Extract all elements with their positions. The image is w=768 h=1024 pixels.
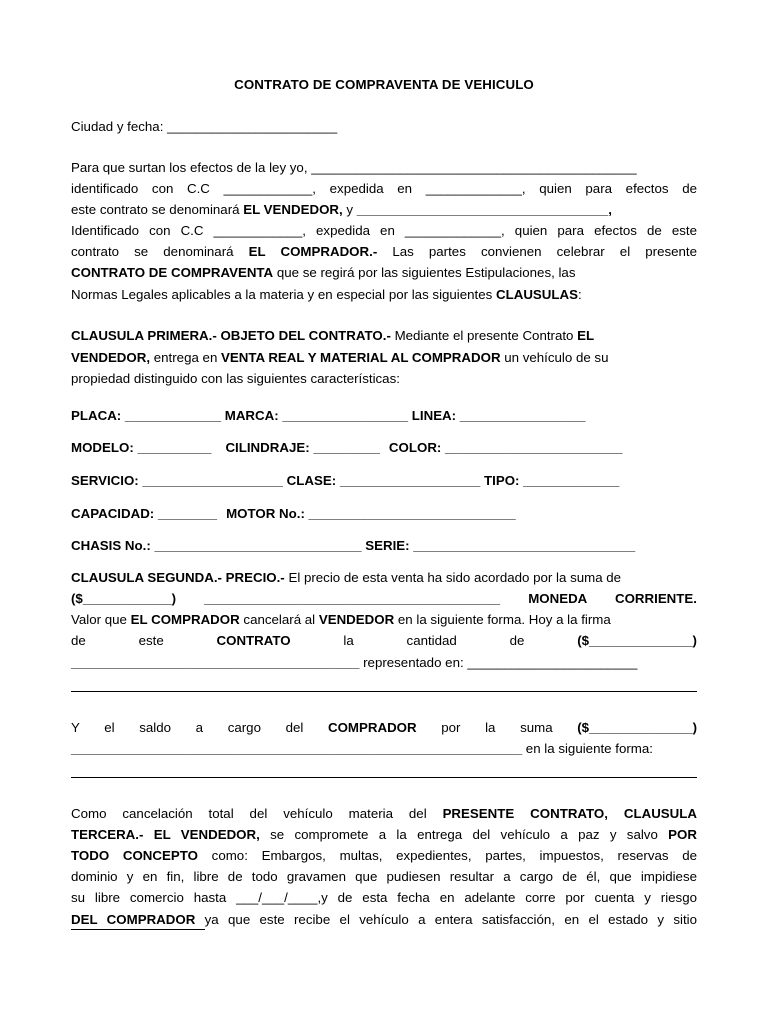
- buyer-underline: [71, 929, 205, 930]
- clause1-line-2-d: un vehículo de su: [500, 350, 609, 365]
- intro-line-3-d: __________________________________,: [356, 202, 612, 217]
- clause2-line-7-w6: COMPRADOR: [327, 720, 417, 735]
- displacement-field: CILINDRAJE: _________: [225, 440, 380, 455]
- clause2-line-3-b: EL COMPRADOR: [130, 612, 240, 627]
- clause2-line-7-w9: suma: [520, 720, 553, 735]
- clause2-line-8: [71, 741, 697, 757]
- clause1-line-2: [71, 350, 697, 366]
- clause1-line-2-b: entrega en: [150, 350, 222, 365]
- clause2-line-4-w1: este: [138, 633, 164, 648]
- intro-line-2-a: identificado con C.C ____________, expedida en _____________,: [71, 181, 526, 196]
- clause1-line-1: [71, 328, 697, 344]
- intro-line-2-b: quien para efectos de: [539, 181, 697, 196]
- currency-term: MONEDA CORRIENTE.: [528, 591, 697, 606]
- clause3-line-2-c: POR: [668, 827, 697, 842]
- capacity-field: CAPACIDAD: ________: [71, 506, 218, 521]
- clause2-line-5: [71, 655, 697, 671]
- clause2-heading: CLAUSULA SEGUNDA.- PRECIO.-: [71, 570, 285, 585]
- clause1-line-2-a: VENDEDOR,: [71, 350, 151, 365]
- intro-line-5: [71, 244, 697, 260]
- clause2-line-7-w3: a: [195, 720, 204, 735]
- intro-line-6: [71, 265, 697, 281]
- clause2-line-7-w8: la: [485, 720, 496, 735]
- clause3-line-3: [71, 848, 697, 864]
- clause2-line-7: [71, 720, 697, 736]
- intro-line-3-c: y: [342, 202, 357, 217]
- clause3-line-6-a: DEL COMPRADOR: [71, 912, 196, 927]
- clause2-line-4-w3: la: [343, 633, 354, 648]
- clause3-heading: TERCERA.- EL VENDEDOR,: [71, 827, 260, 842]
- intro-line-4: [71, 223, 697, 239]
- intro-line-3-a: este contrato se denominará: [71, 202, 244, 217]
- clause1-line-3: propiedad distinguido con las siguientes características:: [71, 371, 400, 386]
- clause3-line-3-b: como: Embargos, multas, expedientes, partes, impuestos, reservas de: [197, 848, 698, 863]
- vehicle-fields-row-4: [71, 506, 697, 522]
- vehicle-fields-row-3: SERVICIO: ___________________ CLASE: ___________________ TIPO: _____________: [71, 473, 620, 488]
- clause2-line-1: [71, 570, 697, 586]
- clause3-line-5: su libre comercio hasta ___/___/____,y de esta fecha en adelante corre por cuenta y riesgo: [71, 890, 697, 905]
- city-date-line: Ciudad y fecha: _______________________: [71, 119, 338, 134]
- document-title: CONTRATO DE COMPRAVENTA DE VEHICULO: [234, 77, 534, 92]
- clause2-line-4-w2: CONTRATO: [216, 633, 291, 648]
- seller-term: EL VENDEDOR,: [243, 202, 343, 217]
- clause2-line-8-a: _____________________________________________________________: [71, 741, 523, 756]
- clause2-line-8-b: en la siguiente forma:: [522, 741, 653, 756]
- model-field: MODELO: __________: [71, 440, 212, 455]
- clause3-line-2-b: se compromete a la entrega del vehículo a paz y salvo: [259, 827, 669, 842]
- clause2-line-3-e: en la siguiente forma. Hoy a la firma: [394, 612, 611, 627]
- intro-line-3: [71, 202, 697, 218]
- clause2-line-4-w0: de: [71, 633, 86, 648]
- color-field: COLOR: ________________________: [388, 440, 623, 455]
- intro-line-4-a: Identificado con C.C ____________, expedida en _____________,: [71, 223, 505, 238]
- intro-line-4-b: quien para efectos de este: [514, 223, 697, 238]
- clause2-line-1-b: El precio de esta venta ha sido acordado por la suma de: [284, 570, 622, 585]
- clause2-line-2-a: ($____________) ____: [71, 591, 234, 606]
- clause1-line-2-c: VENTA REAL Y MATERIAL AL COMPRADOR: [221, 350, 501, 365]
- intro-line-5-a: contrato se denominará: [71, 244, 249, 259]
- clause2-line-7-w5: del: [285, 720, 304, 735]
- clause2-line-4-w6: ($______________): [577, 633, 697, 648]
- clause1-heading: CLAUSULA PRIMERA.- OBJETO DEL CONTRATO.-: [71, 328, 391, 343]
- clause2-line-3: [71, 612, 697, 628]
- blank-rule-2: [71, 777, 697, 778]
- clause2-line-3-d: VENDEDOR: [318, 612, 395, 627]
- intro-line-7: [71, 287, 697, 303]
- clause3-line-3-a: TODO CONCEPTO: [71, 848, 198, 863]
- clause2-line-2-b: ____________________________________: [233, 591, 500, 606]
- buyer-term: EL COMPRADOR.-: [248, 244, 378, 259]
- vehicle-fields-row-5: CHASIS No.: ____________________________ SERIE: ______________________________: [71, 538, 636, 553]
- clause1-line-1-b: Mediante el presente Contrato: [390, 328, 578, 343]
- clause2-line-7-w1: el: [104, 720, 115, 735]
- vehicle-fields-row-1: PLACA: _____________ MARCA: _________________ LINEA: _________________: [71, 408, 586, 423]
- intro-line-5-c: Las partes convienen celebrar el presente: [377, 244, 697, 259]
- clause2-line-7-w7: por: [441, 720, 461, 735]
- clause1-line-1-c: EL: [577, 328, 595, 343]
- contract-term: CONTRATO DE COMPRAVENTA: [71, 265, 274, 280]
- intro-line-7-a: Normas Legales aplicables a la materia y en especial por las siguientes: [71, 287, 496, 302]
- clause2-line-7-w0: Y: [71, 720, 80, 735]
- intro-line-6-b: que se regirá por las siguientes Estipulaciones, las: [273, 265, 576, 280]
- clause3-line-1: [71, 806, 697, 822]
- clause3-line-2: [71, 827, 697, 843]
- clause3-line-6-b: ya que este recibe el vehículo a entera satisfacción, en el estado y sitio: [195, 912, 697, 927]
- clause2-line-5-b: representado en: _______________________: [359, 655, 638, 670]
- clause2-line-7-w4: cargo: [227, 720, 261, 735]
- intro-line-7-c: :: [578, 287, 582, 302]
- clause2-line-3-a: Valor que: [71, 612, 131, 627]
- clause2-line-2: [71, 591, 697, 607]
- clause3-line-1-b: PRESENTE CONTRATO, CLAUSULA: [442, 806, 697, 821]
- intro-line-1: Para que surtan los efectos de la ley yo, ____________________________________________: [71, 160, 637, 175]
- clause2-line-3-c: cancelará al: [239, 612, 319, 627]
- clause2-line-4: [71, 633, 697, 649]
- motor-field: MOTOR No.: ____________________________: [226, 506, 516, 521]
- clause2-line-7-w10: ($______________): [577, 720, 698, 735]
- blank-rule-1: [71, 691, 697, 692]
- clause2-line-4-w4: cantidad: [406, 633, 457, 648]
- clause3-line-1-a: Como cancelación total del vehículo materia del: [71, 806, 443, 821]
- clause2-line-4-w5: de: [509, 633, 525, 648]
- clause2-line-7-w2: saldo: [139, 720, 172, 735]
- clause2-line-5-a: _______________________________________: [71, 655, 360, 670]
- clause3-line-6: [71, 912, 697, 928]
- clause3-line-4: dominio y en fin, libre de todo gravamen que pudiesen resultar a cargo de él, que impidiese: [71, 869, 697, 884]
- intro-line-2: [71, 181, 697, 197]
- vehicle-fields-row-2: [71, 440, 697, 456]
- clauses-term: CLAUSULAS: [496, 287, 578, 302]
